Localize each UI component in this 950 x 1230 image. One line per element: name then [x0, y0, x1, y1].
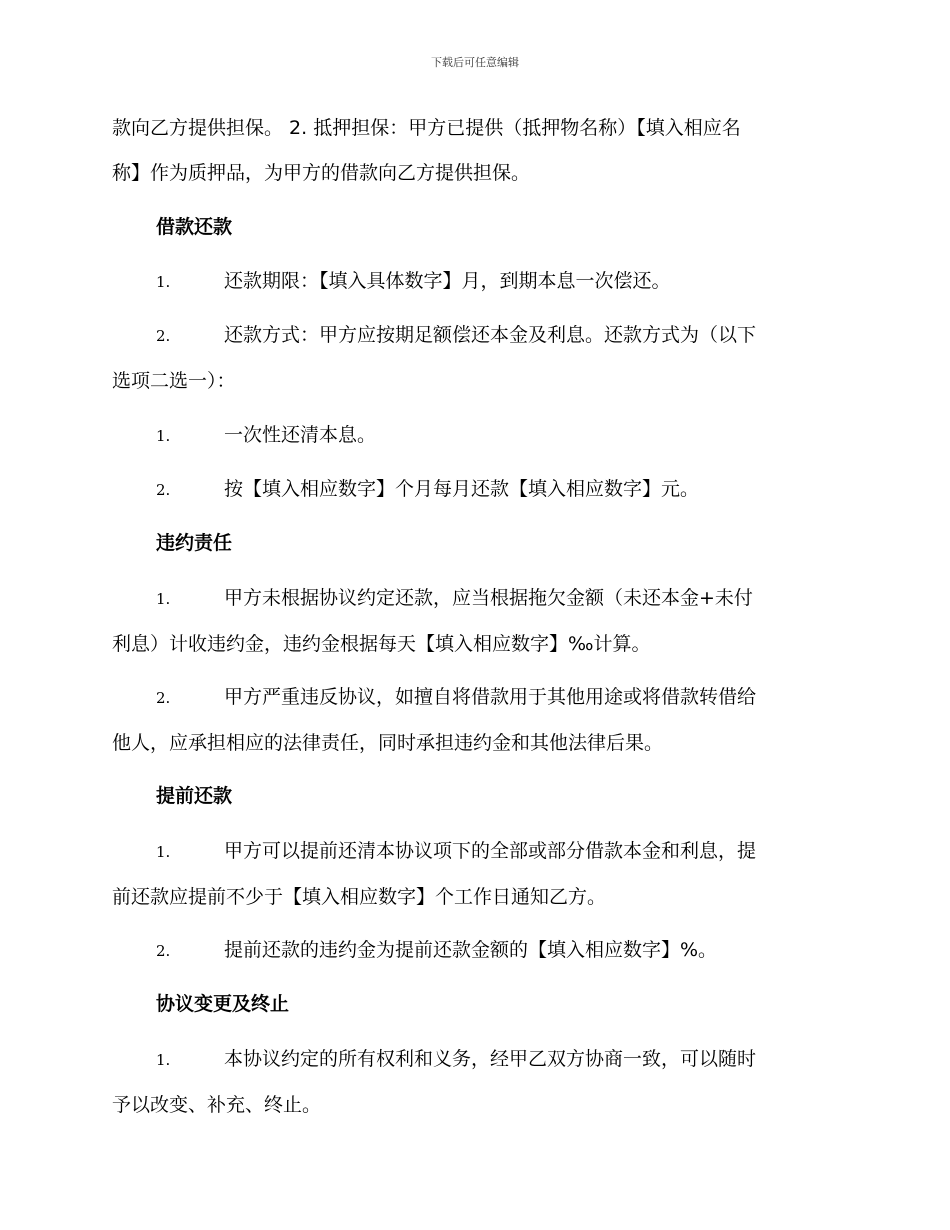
section-heading-breach: 违约责任	[156, 532, 233, 554]
item-text: 一次性还清本息。	[224, 424, 377, 446]
repayment-item-4	[112, 467, 834, 513]
repayment-item-2	[112, 313, 834, 404]
item-text-continued: 选项二选一）：	[112, 370, 236, 392]
list-number: 1.	[156, 1051, 171, 1069]
list-number: 1.	[156, 427, 171, 445]
list-number: 1.	[156, 590, 171, 608]
breach-item-1	[112, 576, 834, 667]
item-text-continued: 予以改变、补充、终止。	[112, 1094, 322, 1116]
item-text: 甲方严重违反协议，如擅自将借款用于其他用途或将借款转借给	[224, 686, 757, 708]
item-text: 甲方未根据协议约定还款，应当根据拖欠金额（未还本金+未付	[224, 587, 753, 609]
repayment-item-3	[112, 413, 834, 459]
section-heading-prepayment: 提前还款	[156, 785, 233, 807]
prepayment-item-2	[112, 928, 834, 974]
item-text: 还款方式：甲方应按期足额偿还本金及利息。还款方式为（以下	[224, 324, 757, 346]
intro-line-2: 称】作为质押品，为甲方的借款向乙方提供担保。	[112, 162, 531, 184]
item-text: 提前还款的违约金为提前还款金额的【填入相应数字】%。	[224, 939, 718, 961]
list-number: 1.	[156, 273, 171, 291]
list-number: 2.	[156, 689, 171, 707]
breach-item-2	[112, 675, 834, 766]
list-number: 2.	[156, 481, 171, 499]
item-text-continued: 前还款应提前不少于【填入相应数字】个工作日通知乙方。	[112, 886, 607, 908]
change-item-1	[112, 1037, 834, 1128]
item-text: 还款期限：【填入具体数字】月，到期本息一次偿还。	[224, 270, 671, 292]
list-number: 2.	[156, 327, 171, 345]
item-text-continued: 他人，应承担相应的法律责任，同时承担违约金和其他法律后果。	[112, 732, 664, 754]
item-text: 甲方可以提前还清本协议项下的全部或部分借款本金和利息，提	[224, 840, 757, 862]
section-heading-repayment: 借款还款	[156, 216, 233, 238]
repayment-item-1	[112, 259, 834, 305]
list-number: 2.	[156, 942, 171, 960]
intro-paragraph	[112, 106, 834, 196]
intro-line-1: 款向乙方提供担保。 2. 抵押担保：甲方已提供（抵押物名称）【填入相应名	[112, 117, 741, 139]
prepayment-item-1	[112, 829, 834, 920]
item-text-continued: 利息）计收违约金，违约金根据每天【填入相应数字】‰计算。	[112, 633, 651, 655]
item-text: 按【填入相应数字】个月每月还款【填入相应数字】元。	[224, 478, 700, 500]
item-text: 本协议约定的所有权利和义务，经甲乙双方协商一致，可以随时	[224, 1048, 757, 1070]
page-header: 下载后可任意编辑	[431, 56, 519, 69]
section-heading-change: 协议变更及终止	[156, 993, 290, 1015]
list-number: 1.	[156, 843, 171, 861]
